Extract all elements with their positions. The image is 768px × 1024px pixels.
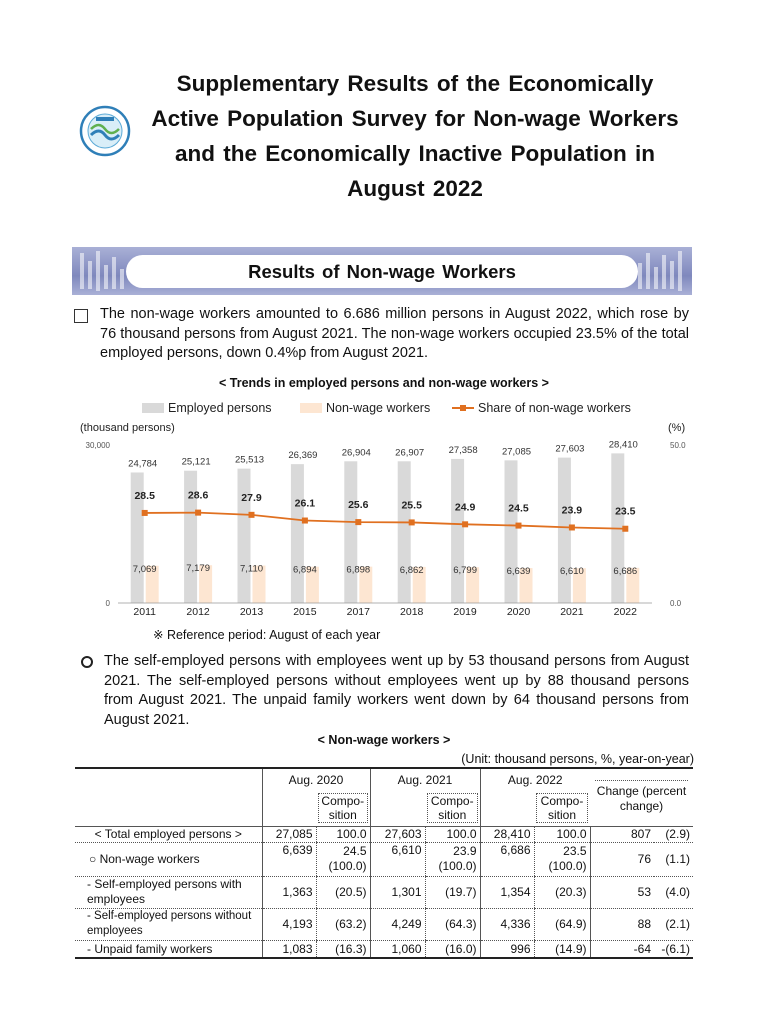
header-period-2022: Aug. 2022: [480, 768, 590, 790]
header-compo-2020: [316, 790, 370, 826]
cell-composition: (20.5): [316, 876, 370, 908]
point-share: [516, 523, 522, 529]
x-tick-label: 2020: [506, 606, 531, 617]
cell-amount: 28,410: [480, 826, 534, 842]
data-label-nonwage: 7,179: [186, 563, 210, 575]
paragraph-selfemployed-summary: [104, 652, 689, 730]
point-share: [462, 521, 468, 527]
data-label-nonwage: 7,069: [132, 563, 157, 575]
y2-axis-title: (%): [668, 422, 686, 434]
cell-amount: 4,249: [370, 908, 425, 940]
y2-tick-label: 0.0: [670, 599, 682, 608]
cell-composition: (14.9): [534, 940, 590, 958]
x-tick-label: 2015: [293, 606, 317, 617]
legend-label-nonwage: Non-wage workers: [326, 401, 431, 415]
cell-amount: 4,336: [480, 908, 534, 940]
x-tick-label: 2013: [239, 606, 264, 617]
document-title: Supplementary Results of the Economically Active Population Survey for Non-wage Workers and the Economically Inactive Population in August 2022: [151, 71, 679, 201]
header-amount-2021: [370, 790, 425, 826]
x-tick-label: 2012: [186, 606, 210, 617]
data-label-nonwage: 6,898: [346, 564, 371, 576]
legend-marker-share: [460, 405, 466, 411]
row-label: - Unpaid family workers: [75, 940, 262, 958]
banner-left-decoration: [76, 247, 132, 295]
data-label-nonwage: 6,862: [399, 564, 424, 576]
cell-composition: [425, 842, 480, 876]
header-amount-2022: [480, 790, 534, 826]
header-amount-2020: [262, 790, 316, 826]
header-period-2021: Aug. 2021: [370, 768, 480, 790]
table-heading: < Non-wage workers >: [317, 733, 451, 747]
data-label-employed: 26,904: [341, 447, 371, 459]
data-label-employed: 26,907: [395, 447, 425, 459]
x-tick-label: 2018: [400, 606, 424, 617]
header-compo-2021: [425, 790, 480, 826]
table-row-nonwage: [75, 842, 693, 876]
cell-percent-change: (2.1): [654, 908, 693, 940]
legend-label-employed: Employed persons: [168, 401, 272, 415]
header-change: [590, 768, 693, 826]
paragraph-nonwage-summary: [100, 305, 689, 364]
legend-label-share: Share of non-wage workers: [478, 401, 631, 415]
reference-note: ※ Reference period: August of each year: [153, 628, 381, 642]
cell-percent-change: (4.0): [654, 876, 693, 908]
data-label-nonwage: 6,894: [293, 564, 317, 576]
data-label-share: 23.5: [615, 505, 636, 518]
row-label: - Self-employed persons with employees: [75, 876, 262, 908]
cell-amount: 27,085: [262, 826, 316, 842]
header-label-cell: [75, 768, 262, 826]
data-label-share: 27.9: [241, 491, 262, 504]
bar-employed: [291, 464, 304, 603]
data-label-nonwage: 6,799: [453, 565, 477, 577]
data-label-share: 25.6: [348, 499, 369, 512]
cell-amount: 6,639: [262, 842, 316, 876]
data-label-share: 26.1: [294, 497, 316, 510]
y-axis-title: (thousand persons): [80, 422, 175, 434]
cell-composition: 100.0: [316, 826, 370, 842]
point-share: [622, 526, 628, 532]
data-label-employed: 25,121: [181, 456, 211, 468]
header-compo-2020-text: Compo-sition: [318, 793, 368, 823]
data-label-nonwage: 6,610: [560, 566, 584, 578]
data-label-employed: 26,369: [288, 450, 318, 462]
data-label-nonwage: 6,686: [613, 565, 638, 577]
cell-percent-change: -(6.1): [654, 940, 693, 958]
header-period-2020: Aug. 2020: [262, 768, 370, 790]
data-label-share: 23.9: [561, 504, 583, 517]
cell-composition: (63.2): [316, 908, 370, 940]
cell-change: 76: [590, 842, 654, 876]
nonwage-workers-table: [75, 767, 693, 959]
data-label-nonwage: 7,110: [239, 563, 264, 575]
point-share: [302, 518, 308, 524]
point-share: [249, 512, 255, 518]
bar-employed: [344, 461, 357, 603]
header-compo-2022: [534, 790, 590, 826]
header-change-text: Change (percent change): [595, 780, 688, 814]
cell-composition: 100.0: [425, 826, 480, 842]
data-label-share: 24.5: [508, 502, 529, 515]
data-label-share: 28.5: [134, 489, 155, 502]
point-share: [569, 524, 575, 530]
data-label-employed: 27,603: [555, 443, 585, 455]
legend-swatch-employed: [142, 403, 164, 413]
banner-pill: [126, 255, 638, 288]
data-label-share: 28.6: [187, 489, 209, 502]
bar-employed: [505, 460, 518, 603]
cell-composition-share: 23.5: [563, 844, 587, 858]
cell-composition: (20.3): [534, 876, 590, 908]
cell-change: 807: [590, 826, 654, 842]
data-label-share: 24.9: [454, 501, 476, 514]
cell-amount: 27,603: [370, 826, 425, 842]
cell-amount: 1,301: [370, 876, 425, 908]
cell-composition-share: 23.9: [453, 844, 477, 858]
cell-composition-base: (100.0): [548, 859, 587, 873]
trend-chart: [72, 395, 692, 617]
row-label: < Total employed persons >: [75, 826, 262, 842]
chart-heading: < Trends in employed persons and non-wage workers >: [219, 376, 549, 390]
header-compo-2021-text: Compo-sition: [427, 793, 478, 823]
row-label: ○ Non-wage workers: [75, 842, 262, 876]
cell-composition: (64.9): [534, 908, 590, 940]
data-label-employed: 24,784: [128, 458, 158, 470]
cell-amount: 6,610: [370, 842, 425, 876]
data-label-share: 25.5: [401, 499, 422, 512]
cell-composition-base: (100.0): [438, 859, 477, 873]
cell-change: 88: [590, 908, 654, 940]
point-share: [142, 510, 148, 516]
row-label: - Self-employed persons without employees: [75, 908, 262, 940]
x-tick-label: 2011: [133, 606, 156, 617]
statistics-korea-logo: [79, 105, 131, 157]
bar-employed: [238, 469, 251, 603]
paragraph-2-text: The self-employed persons with employees went up by 53 thousand persons from August 2021. The self-employed persons without employees went up by 88 thousand persons from August 2021. The unpaid family workers went down by 64 thousand persons from August 2021.: [104, 653, 689, 728]
bar-employed: [451, 459, 464, 603]
cell-composition-base: (100.0): [328, 859, 367, 873]
point-share: [195, 510, 201, 516]
point-share: [355, 519, 361, 525]
point-share: [409, 519, 415, 525]
cell-amount: 1,363: [262, 876, 316, 908]
paragraph-1-text: The non-wage workers amounted to 6.686 million persons in August 2022, which rose by 76 thousand persons from August 2021. The non-wage workers occupied 23.5% of the total employed persons, down 0.4%p from August 2021.: [100, 306, 689, 361]
data-label-employed: 27,358: [448, 444, 478, 456]
section-banner: [72, 247, 692, 295]
cell-composition-share: 24.5: [343, 844, 367, 858]
cell-amount: 1,354: [480, 876, 534, 908]
data-label-employed: 28,410: [608, 439, 638, 451]
table-row-without-employees: [75, 908, 693, 940]
table-header-row-1: [75, 768, 693, 790]
header-compo-2022-text: Compo-sition: [536, 793, 588, 823]
square-bullet-icon: [74, 309, 88, 323]
legend-swatch-nonwage: [300, 403, 322, 413]
table-row-total: [75, 826, 693, 842]
cell-composition: 100.0: [534, 826, 590, 842]
data-label-nonwage: 6,639: [506, 566, 531, 578]
x-tick-label: 2022: [613, 606, 637, 617]
cell-composition: (64.3): [425, 908, 480, 940]
bar-employed: [398, 461, 411, 603]
cell-amount: 4,193: [262, 908, 316, 940]
section-title: Results of Non-wage Workers: [248, 261, 516, 282]
cell-composition: (16.0): [425, 940, 480, 958]
cell-amount: 996: [480, 940, 534, 958]
data-label-employed: 27,085: [501, 446, 532, 458]
line-share: [145, 513, 626, 529]
table-row-with-employees: [75, 876, 693, 908]
table-unit-note: (Unit: thousand persons, %, year-on-year): [461, 752, 694, 766]
cell-composition: (19.7): [425, 876, 480, 908]
cell-percent-change: (1.1): [654, 842, 693, 876]
cell-amount: 1,060: [370, 940, 425, 958]
cell-change: 53: [590, 876, 654, 908]
cell-change: -64: [590, 940, 654, 958]
data-label-employed: 25,513: [234, 454, 265, 466]
table-row-unpaid-family: [75, 940, 693, 958]
x-tick-label: 2017: [346, 606, 370, 617]
y-tick-label: 0: [105, 599, 110, 608]
cell-amount: 1,083: [262, 940, 316, 958]
cell-composition: [534, 842, 590, 876]
cell-amount: 6,686: [480, 842, 534, 876]
y-tick-label: 30,000: [85, 441, 110, 450]
cell-composition: (16.3): [316, 940, 370, 958]
y2-tick-label: 50.0: [670, 441, 686, 450]
circle-bullet-icon: [81, 656, 93, 668]
x-tick-label: 2019: [453, 606, 477, 617]
x-tick-label: 2021: [560, 606, 584, 617]
cell-composition: [316, 842, 370, 876]
cell-percent-change: (2.9): [654, 826, 693, 842]
banner-right-decoration: [632, 247, 688, 295]
